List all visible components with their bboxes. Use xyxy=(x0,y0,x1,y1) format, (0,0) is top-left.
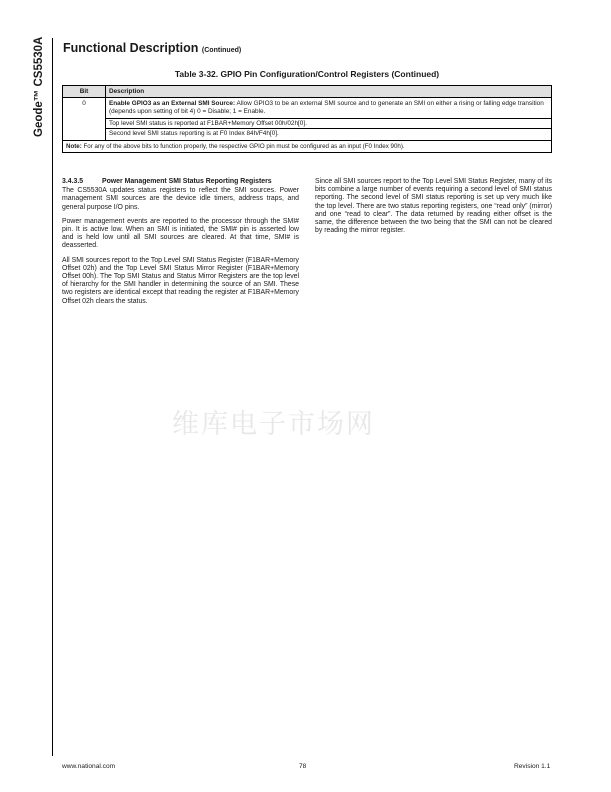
paragraph: All SMI sources report to the Top Level SMI Status Register (F1BAR+Memory Offset 02h) and the Top Level SMI Status Mirror Register (F1BAR+Memory Offset 00h). The Top SMI Status and Status Mirror Registers are the top level of hierarchy for the SMI handler in determining the source of an SMI. These two registers are identical except that reading the register at F1BAR+Memory Offset 02h clears the status. xyxy=(62,256,299,305)
table-note-row xyxy=(63,141,552,153)
note-text: For any of the above bits to function properly, the respective GPIO pin must be configured as an input (F0 Index 90h). xyxy=(81,143,405,150)
note-label: Note: xyxy=(66,143,82,150)
left-column xyxy=(62,178,299,312)
subsection-number: 3.4.3.5 xyxy=(62,178,84,185)
side-title-text: Geode™ CS5530A xyxy=(33,36,45,137)
table-header-row xyxy=(63,86,552,98)
section-title xyxy=(63,41,241,55)
side-title xyxy=(33,38,47,138)
cell-description xyxy=(106,98,552,141)
desc-line-3: Second level SMI status reporting is at F0 Index 84h/F4h[0]. xyxy=(106,128,551,138)
subsection-heading xyxy=(62,178,299,186)
paragraph: The CS5530A updates status registers to reflect the SMI sources. Power management SMI sources are the device idle timers, address traps, and general purpose I/O pins. xyxy=(62,187,299,211)
watermark: 维库电子市场网 xyxy=(172,409,375,440)
desc-rest: Allow GPIO3 to be an external SMI source and to generate an SMI on either a rising or falling edge transition (depends upon setting of bit 4) 0 = Disable; 1 = Enable. xyxy=(109,100,544,115)
desc-line-1 xyxy=(109,100,548,116)
paragraph: Since all SMI sources report to the Top Level SMI Status Register, many of its bits combine a large number of events requiring a second level of SMI status reporting. The second level of SMI status reporting is set up very much like the top level. There are two status reporting registers, one “read only” (mirror) and one “read to clear”. The data returned by reading either offset is the same, the difference between the two being that the SMI can not be cleared by reading the mirror register. xyxy=(315,178,552,235)
header-bit: Bit xyxy=(63,86,106,98)
subsection-title: Power Management SMI Status Reporting Registers xyxy=(102,178,272,185)
footer-page-number: 78 xyxy=(299,763,307,770)
table-row xyxy=(63,98,552,141)
header-description: Description xyxy=(106,86,552,98)
right-column xyxy=(315,178,552,241)
section-continued: (Continued) xyxy=(201,47,242,54)
paragraph: Power management events are reported to the processor through the SMI# pin. It is active low. When an SMI is initiated, the SMI# pin is asserted low and is held low until all SMI sources are cleared. At that time, SMI# is deasserted. xyxy=(62,217,299,250)
footer-website: www.national.com xyxy=(62,763,116,770)
vertical-rule xyxy=(52,38,53,756)
table-title: Table 3-32. GPIO Pin Configuration/Control Registers (Continued) xyxy=(174,69,440,79)
table-note xyxy=(63,141,552,153)
cell-bit: 0 xyxy=(63,98,106,141)
desc-line-2: Top level SMI status is reported at F1BAR+Memory Offset 00h/02h[0]. xyxy=(106,118,551,128)
footer-revision: Revision 1.1 xyxy=(514,763,551,770)
section-title-text: Functional Description xyxy=(63,41,199,55)
register-table xyxy=(62,85,552,153)
desc-bold: Enable GPIO3 as an External SMI Source: xyxy=(109,100,236,107)
